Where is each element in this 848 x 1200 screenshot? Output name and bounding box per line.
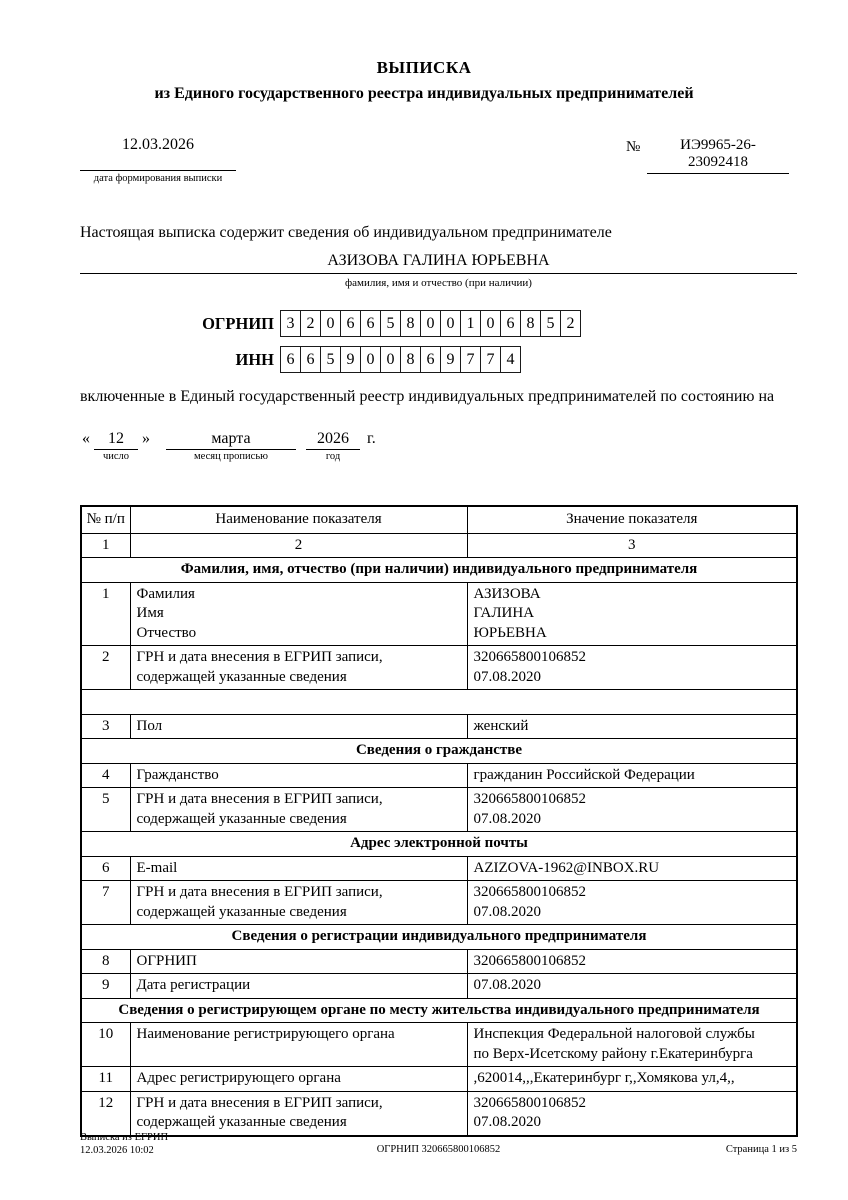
table-header-row: [81, 506, 797, 533]
indicator-value-cell: AZIZOVA-1962@INBOX.RU: [467, 856, 797, 881]
as-of-day: [94, 430, 138, 462]
indicator-name-cell: Дата регистрации: [130, 974, 467, 999]
extract-number-block: [647, 137, 789, 174]
indicator-value-cell: гражданин Российской Федерации: [467, 763, 797, 788]
row-number-cell: 3: [81, 714, 130, 739]
lead-text: Настоящая выписка содержит сведения об индивидуальном предпринимателе: [80, 224, 612, 241]
col-header-num: № п/п: [81, 506, 130, 533]
indicator-name-cell: ГРН и дата внесения в ЕГРИП записи, содержащей указанные сведения: [130, 788, 467, 832]
section-row: [81, 558, 797, 583]
details-table-body: [81, 558, 797, 1136]
col-number-3: 3: [467, 533, 797, 558]
extract-number-value: ИЭ9965-26- 23092418: [647, 137, 789, 174]
indicator-name-cell: ГРН и дата внесения в ЕГРИП записи, содержащей указанные сведения: [130, 1091, 467, 1136]
footer-page-info: Страница 1 из 5: [725, 1144, 797, 1155]
indicator-value-cell: 320665800106852 07.08.2020: [467, 1091, 797, 1136]
indicator-value-cell: женский: [467, 714, 797, 739]
details-table: [80, 505, 798, 1137]
section-title: Сведения о регистрирующем органе по месту жительства индивидуального предпринимателя: [81, 998, 797, 1023]
row-number-cell: 10: [81, 1023, 130, 1067]
footer-ogrnip: ОГРНИП 320665800106852: [376, 1144, 501, 1155]
extract-date-value: 12.03.2026: [80, 136, 236, 171]
col-number-2: 2: [130, 533, 467, 558]
extract-date-block: [80, 136, 236, 184]
table-row: [81, 646, 797, 690]
indicator-name-cell: Адрес регистрирующего органа: [130, 1067, 467, 1092]
digit-cell: 8: [400, 347, 420, 372]
inn-digit-box: [280, 346, 521, 373]
document-title: ВЫПИСКА: [376, 58, 472, 77]
digit-cell: 6: [300, 347, 320, 372]
section-title: Сведения о регистрации индивидуального предпринимателя: [81, 925, 797, 950]
year-suffix: г.: [367, 430, 376, 447]
row-number-cell: 12: [81, 1091, 130, 1136]
footer-generated: 12.03.2026 10:02: [80, 1144, 154, 1156]
as-of-day-value: 12: [94, 430, 138, 450]
inn-row: [80, 346, 521, 373]
close-quote: »: [142, 430, 150, 447]
ogrnip-digit-box: [280, 310, 581, 337]
digit-cell: 8: [400, 311, 420, 336]
row-number-cell: 6: [81, 856, 130, 881]
row-number-cell: 7: [81, 881, 130, 925]
table-row: [81, 949, 797, 974]
section-title: Адрес электронной почты: [81, 832, 797, 857]
table-row: [81, 856, 797, 881]
indicator-name-cell: ГРН и дата внесения в ЕГРИП записи, содержащей указанные сведения: [130, 646, 467, 690]
indicator-value-cell: 320665800106852 07.08.2020: [467, 881, 797, 925]
section-row: [81, 925, 797, 950]
digit-cell: 0: [420, 311, 440, 336]
document-subtitle: из Единого государственного реестра индивидуальных предпринимателей: [154, 85, 694, 102]
section-row: [81, 998, 797, 1023]
column-number-row: [81, 533, 797, 558]
section-title: Сведения о гражданстве: [81, 739, 797, 764]
empty-row: [81, 690, 797, 715]
digit-cell: 6: [340, 311, 360, 336]
table-row: [81, 582, 797, 646]
footer-doc-name: Выписка из ЕГРИП: [80, 1132, 169, 1143]
section-row: [81, 739, 797, 764]
indicator-value-cell: 320665800106852 07.08.2020: [467, 646, 797, 690]
as-of-text: включенные в Единый государственный реестр индивидуальных предпринимателей по состоянию на: [80, 388, 775, 405]
digit-cell: 9: [440, 347, 460, 372]
digit-cell: 7: [480, 347, 500, 372]
indicator-name-cell: Гражданство: [130, 763, 467, 788]
digit-cell: 1: [460, 311, 480, 336]
digit-cell: 4: [500, 347, 520, 372]
table-row: [81, 1067, 797, 1092]
digit-cell: 6: [420, 347, 440, 372]
col-number-1: 1: [81, 533, 130, 558]
entrepreneur-full-name: АЗИЗОВА ГАЛИНА ЮРЬЕВНА: [80, 252, 797, 274]
digit-cell: 0: [320, 311, 340, 336]
open-quote: «: [82, 430, 90, 447]
ogrnip-label: ОГРНИП: [202, 313, 274, 333]
digit-cell: 2: [300, 311, 320, 336]
row-number-cell: 11: [81, 1067, 130, 1092]
digit-cell: 5: [380, 311, 400, 336]
indicator-name-cell: Пол: [130, 714, 467, 739]
table-row: [81, 714, 797, 739]
indicator-value-cell: 07.08.2020: [467, 974, 797, 999]
as-of-year-value: 2026: [306, 430, 360, 450]
row-number-cell: 2: [81, 646, 130, 690]
full-name-caption: фамилия, имя и отчество (при наличии): [345, 277, 532, 289]
digit-cell: 9: [340, 347, 360, 372]
number-sign: №: [626, 139, 641, 155]
section-title: Фамилия, имя, отчество (при наличии) индивидуального предпринимателя: [81, 558, 797, 583]
as-of-month-value: марта: [166, 430, 296, 450]
inn-label: ИНН: [235, 349, 274, 369]
indicator-name-cell: Наименование регистрирующего органа: [130, 1023, 467, 1067]
as-of-day-caption: число: [102, 451, 130, 462]
row-number-cell: 8: [81, 949, 130, 974]
digit-cell: 0: [480, 311, 500, 336]
as-of-month-caption: месяц прописью: [194, 451, 268, 462]
indicator-value-cell: 320665800106852 07.08.2020: [467, 788, 797, 832]
table-row: [81, 1023, 797, 1067]
col-header-name: Наименование показателя: [130, 506, 467, 533]
digit-cell: 8: [520, 311, 540, 336]
indicator-value-cell: АЗИЗОВА ГАЛИНА ЮРЬЕВНА: [467, 582, 797, 646]
indicator-name-cell: ГРН и дата внесения в ЕГРИП записи, содержащей указанные сведения: [130, 881, 467, 925]
as-of-year: [306, 430, 360, 462]
digit-cell: 2: [560, 311, 580, 336]
digit-cell: 6: [500, 311, 520, 336]
col-header-value: Значение показателя: [467, 506, 797, 533]
digit-cell: 5: [320, 347, 340, 372]
table-row: [81, 788, 797, 832]
digit-cell: 6: [360, 311, 380, 336]
indicator-name-cell: ОГРНИП: [130, 949, 467, 974]
row-number-cell: 5: [81, 788, 130, 832]
ogrnip-row: [80, 310, 581, 337]
extract-date-caption: дата формирования выписки: [93, 173, 223, 184]
digit-cell: 0: [360, 347, 380, 372]
as-of-date-line: [80, 430, 376, 462]
table-row: [81, 1091, 797, 1136]
digit-cell: 0: [440, 311, 460, 336]
row-number-cell: 4: [81, 763, 130, 788]
as-of-month: [166, 430, 296, 462]
digit-cell: 7: [460, 347, 480, 372]
row-number-cell: 9: [81, 974, 130, 999]
indicator-value-cell: Инспекция Федеральной налоговой службы по Верх-Исетскому району г.Екатеринбурга: [467, 1023, 797, 1067]
empty-cell: [81, 690, 797, 715]
indicator-name-cell: Фамилия Имя Отчество: [130, 582, 467, 646]
indicator-name-cell: E-mail: [130, 856, 467, 881]
digit-cell: 6: [286, 350, 295, 368]
table-row: [81, 974, 797, 999]
section-row: [81, 832, 797, 857]
digit-cell: 5: [540, 311, 560, 336]
indicator-value-cell: ,620014,,,Екатеринбург г,,Хомякова ул,4,,: [467, 1067, 797, 1092]
table-row: [81, 881, 797, 925]
table-row: [81, 763, 797, 788]
digit-cell: 0: [380, 347, 400, 372]
row-number-cell: 1: [81, 582, 130, 646]
digit-cell: 3: [286, 314, 295, 332]
indicator-value-cell: 320665800106852: [467, 949, 797, 974]
as-of-year-caption: год: [325, 451, 341, 462]
